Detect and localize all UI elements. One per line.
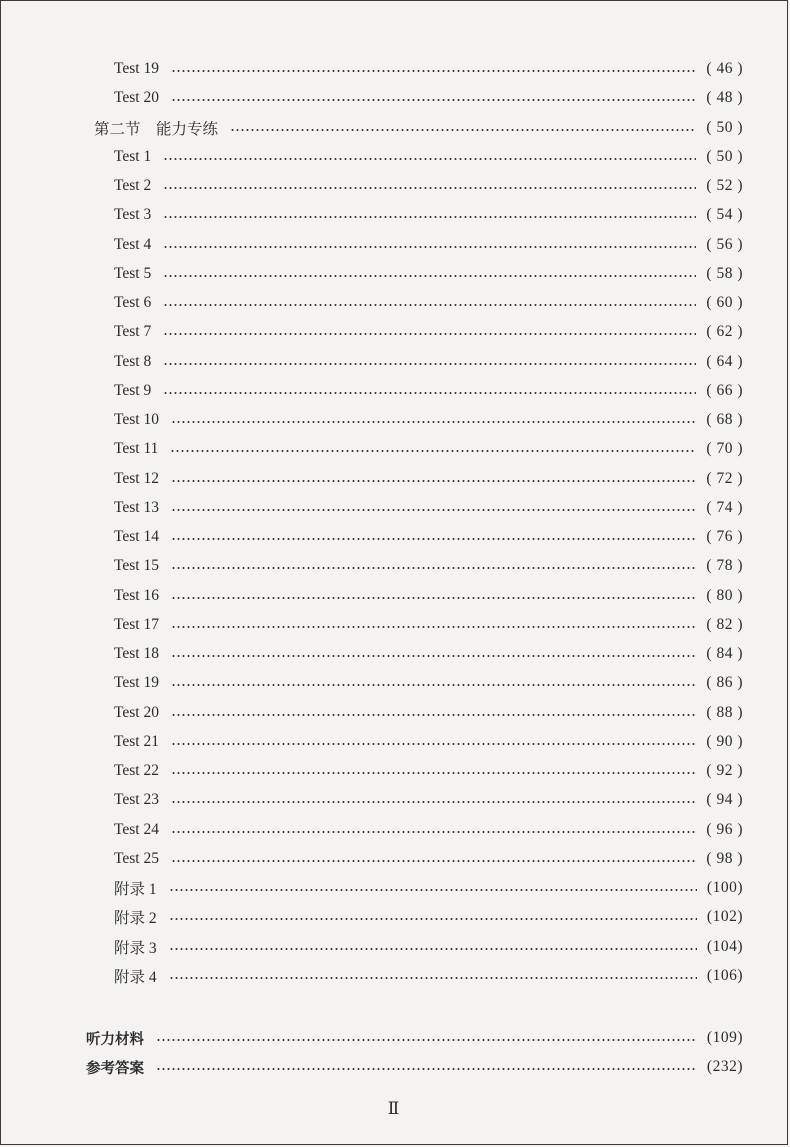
toc-entry-label: 附录 1 bbox=[114, 881, 157, 898]
dot-leader bbox=[171, 509, 696, 511]
dot-leader bbox=[163, 333, 696, 335]
toc-entry-label: Test 5 bbox=[114, 264, 152, 282]
toc-entry-page: ( 64 ) bbox=[706, 352, 743, 370]
toc-entry-page: (104) bbox=[706, 937, 743, 955]
toc-entry-label: Test 13 bbox=[114, 498, 159, 516]
toc-entry-label: Test 10 bbox=[114, 411, 159, 428]
toc-entry-label: 附录 2 bbox=[114, 910, 157, 928]
toc-entry-page: ( 76 ) bbox=[706, 528, 743, 545]
dot-leader bbox=[156, 1039, 697, 1041]
toc-entry-label: 附录 3 bbox=[114, 939, 157, 957]
toc-entry bbox=[114, 437, 743, 461]
toc-entry-page: (100) bbox=[706, 879, 743, 896]
toc-entry bbox=[114, 145, 743, 169]
toc-entry bbox=[114, 291, 743, 315]
toc-entry-label: Test 2 bbox=[114, 177, 152, 194]
toc-entry-label: 参考答案 bbox=[86, 1060, 144, 1077]
dot-leader bbox=[163, 363, 696, 365]
dot-leader bbox=[163, 187, 696, 189]
dot-leader bbox=[163, 304, 696, 306]
toc-entry bbox=[114, 320, 743, 344]
toc-entry-label: Test 17 bbox=[114, 615, 159, 633]
toc-entry bbox=[114, 584, 743, 608]
toc-entry bbox=[114, 701, 743, 725]
toc-entry-page: ( 54 ) bbox=[706, 206, 743, 224]
toc-entry-page: ( 50 ) bbox=[706, 147, 743, 165]
dot-leader bbox=[169, 889, 697, 891]
toc-entry-page: ( 80 ) bbox=[706, 586, 743, 604]
dot-leader bbox=[171, 70, 696, 72]
toc-entry bbox=[114, 525, 743, 549]
toc-entry-label: 附录 4 bbox=[114, 968, 157, 986]
toc-entry-label: Test 3 bbox=[114, 206, 152, 224]
toc-entry-label: Test 18 bbox=[114, 645, 159, 662]
dot-leader bbox=[169, 977, 697, 979]
dot-leader bbox=[171, 99, 696, 101]
toc-entry-page: ( 86 ) bbox=[706, 674, 743, 692]
toc-entry-page: ( 48 ) bbox=[706, 89, 743, 107]
toc-entry-page: ( 56 ) bbox=[706, 235, 743, 253]
dot-leader bbox=[163, 275, 696, 277]
toc-entry-page: (106) bbox=[706, 966, 743, 984]
toc-entry-label: Test 19 bbox=[114, 60, 159, 77]
dot-leader bbox=[170, 450, 696, 452]
toc-entry-label: 第二节 能力专练 bbox=[94, 120, 219, 138]
toc-entry bbox=[114, 233, 743, 257]
toc-entry-page: ( 50 ) bbox=[706, 118, 743, 136]
toc-entry bbox=[114, 496, 743, 520]
toc-entry bbox=[114, 730, 743, 754]
dot-leader bbox=[230, 129, 696, 131]
toc-entry bbox=[114, 671, 743, 695]
toc-entry bbox=[114, 964, 743, 988]
toc-entry-label: Test 12 bbox=[114, 469, 159, 487]
toc-entry-page: ( 88 ) bbox=[706, 703, 743, 721]
toc-entry-page: ( 62 ) bbox=[706, 323, 743, 341]
toc-entry-page: ( 92 ) bbox=[706, 762, 743, 779]
toc-entry-label: Test 15 bbox=[114, 557, 159, 575]
dot-leader bbox=[171, 538, 696, 540]
toc-entry-label: Test 1 bbox=[114, 147, 152, 165]
toc-entry-label: Test 20 bbox=[114, 89, 159, 107]
toc-entry-page: ( 70 ) bbox=[706, 440, 743, 458]
toc-entry bbox=[114, 350, 743, 374]
toc-entry-page: ( 74 ) bbox=[706, 498, 743, 516]
toc-entry bbox=[114, 262, 743, 286]
toc-entry-label: Test 4 bbox=[114, 235, 152, 253]
toc-entry-label: Test 23 bbox=[114, 791, 159, 809]
toc-entry-label: Test 22 bbox=[114, 762, 159, 779]
toc-entry-page: (109) bbox=[706, 1029, 743, 1046]
toc-entry-page: ( 84 ) bbox=[706, 645, 743, 662]
toc-entry-page: ( 98 ) bbox=[706, 849, 743, 867]
dot-leader bbox=[156, 1068, 697, 1070]
toc-entry-label: Test 7 bbox=[114, 323, 152, 341]
dot-leader bbox=[171, 684, 696, 686]
toc-entry-page: ( 96 ) bbox=[706, 820, 743, 838]
dot-leader bbox=[171, 772, 696, 774]
toc-entry bbox=[114, 86, 743, 110]
toc-entry-page: ( 46 ) bbox=[706, 60, 743, 77]
toc-entry-page: ( 60 ) bbox=[706, 294, 743, 311]
toc-entry-label: Test 20 bbox=[114, 703, 159, 721]
dot-leader bbox=[171, 831, 696, 833]
toc-entry-label: Test 8 bbox=[114, 352, 152, 370]
toc-entry bbox=[114, 203, 743, 227]
dot-leader bbox=[171, 626, 696, 628]
dot-leader bbox=[171, 597, 696, 599]
toc-section-entry bbox=[94, 116, 743, 140]
toc-chapter-entry bbox=[86, 1055, 743, 1079]
toc-entry bbox=[114, 818, 743, 842]
toc-entry bbox=[114, 613, 743, 637]
dot-leader bbox=[169, 948, 697, 950]
toc-entry bbox=[114, 905, 743, 929]
toc-entry bbox=[114, 57, 743, 81]
toc-entry-label: 听力材料 bbox=[86, 1031, 144, 1048]
toc-chapter-entry bbox=[86, 1026, 743, 1050]
dot-leader bbox=[163, 246, 696, 248]
toc-entry bbox=[114, 467, 743, 491]
toc-entry-label: Test 9 bbox=[114, 381, 152, 399]
dot-leader bbox=[163, 392, 696, 394]
toc-entry-page: ( 82 ) bbox=[706, 615, 743, 633]
dot-leader bbox=[171, 743, 696, 745]
toc-entry bbox=[114, 847, 743, 871]
toc-entry-label: Test 11 bbox=[114, 440, 159, 458]
toc-entry bbox=[114, 174, 743, 198]
toc-entry bbox=[114, 759, 743, 783]
toc-entry bbox=[114, 379, 743, 403]
page-number: Ⅱ bbox=[387, 1099, 401, 1118]
dot-leader bbox=[169, 918, 697, 920]
dot-leader bbox=[163, 158, 696, 160]
toc-entry-page: ( 72 ) bbox=[706, 469, 743, 487]
toc-entry-label: Test 19 bbox=[114, 674, 159, 692]
toc-entry-page: (102) bbox=[706, 908, 743, 926]
toc-entry bbox=[114, 408, 743, 432]
toc-entry-label: Test 14 bbox=[114, 528, 159, 545]
toc-entry-label: Test 21 bbox=[114, 732, 159, 750]
toc-entry-page: ( 58 ) bbox=[706, 264, 743, 282]
toc-entry-page: ( 78 ) bbox=[706, 557, 743, 575]
dot-leader bbox=[171, 480, 696, 482]
toc-entry bbox=[114, 554, 743, 578]
toc-entry-page: ( 90 ) bbox=[706, 732, 743, 750]
toc-entry-page: ( 94 ) bbox=[706, 791, 743, 809]
toc-entry bbox=[114, 642, 743, 666]
toc-entry-label: Test 16 bbox=[114, 586, 159, 604]
dot-leader bbox=[171, 714, 696, 716]
toc-entry-label: Test 25 bbox=[114, 849, 159, 867]
dot-leader bbox=[171, 860, 696, 862]
dot-leader bbox=[171, 567, 696, 569]
toc-entry-page: (232) bbox=[706, 1058, 743, 1076]
toc-entry bbox=[114, 788, 743, 812]
dot-leader bbox=[171, 421, 696, 423]
dot-leader bbox=[163, 216, 696, 218]
dot-leader bbox=[171, 801, 696, 803]
toc-entry-page: ( 68 ) bbox=[706, 411, 743, 428]
toc-entry-label: Test 6 bbox=[114, 294, 152, 311]
dot-leader bbox=[171, 655, 696, 657]
toc-entry-page: ( 66 ) bbox=[706, 381, 743, 399]
toc-entry bbox=[114, 935, 743, 959]
toc-entry bbox=[114, 876, 743, 900]
toc-entry-page: ( 52 ) bbox=[706, 177, 743, 194]
toc-entry-label: Test 24 bbox=[114, 820, 159, 838]
